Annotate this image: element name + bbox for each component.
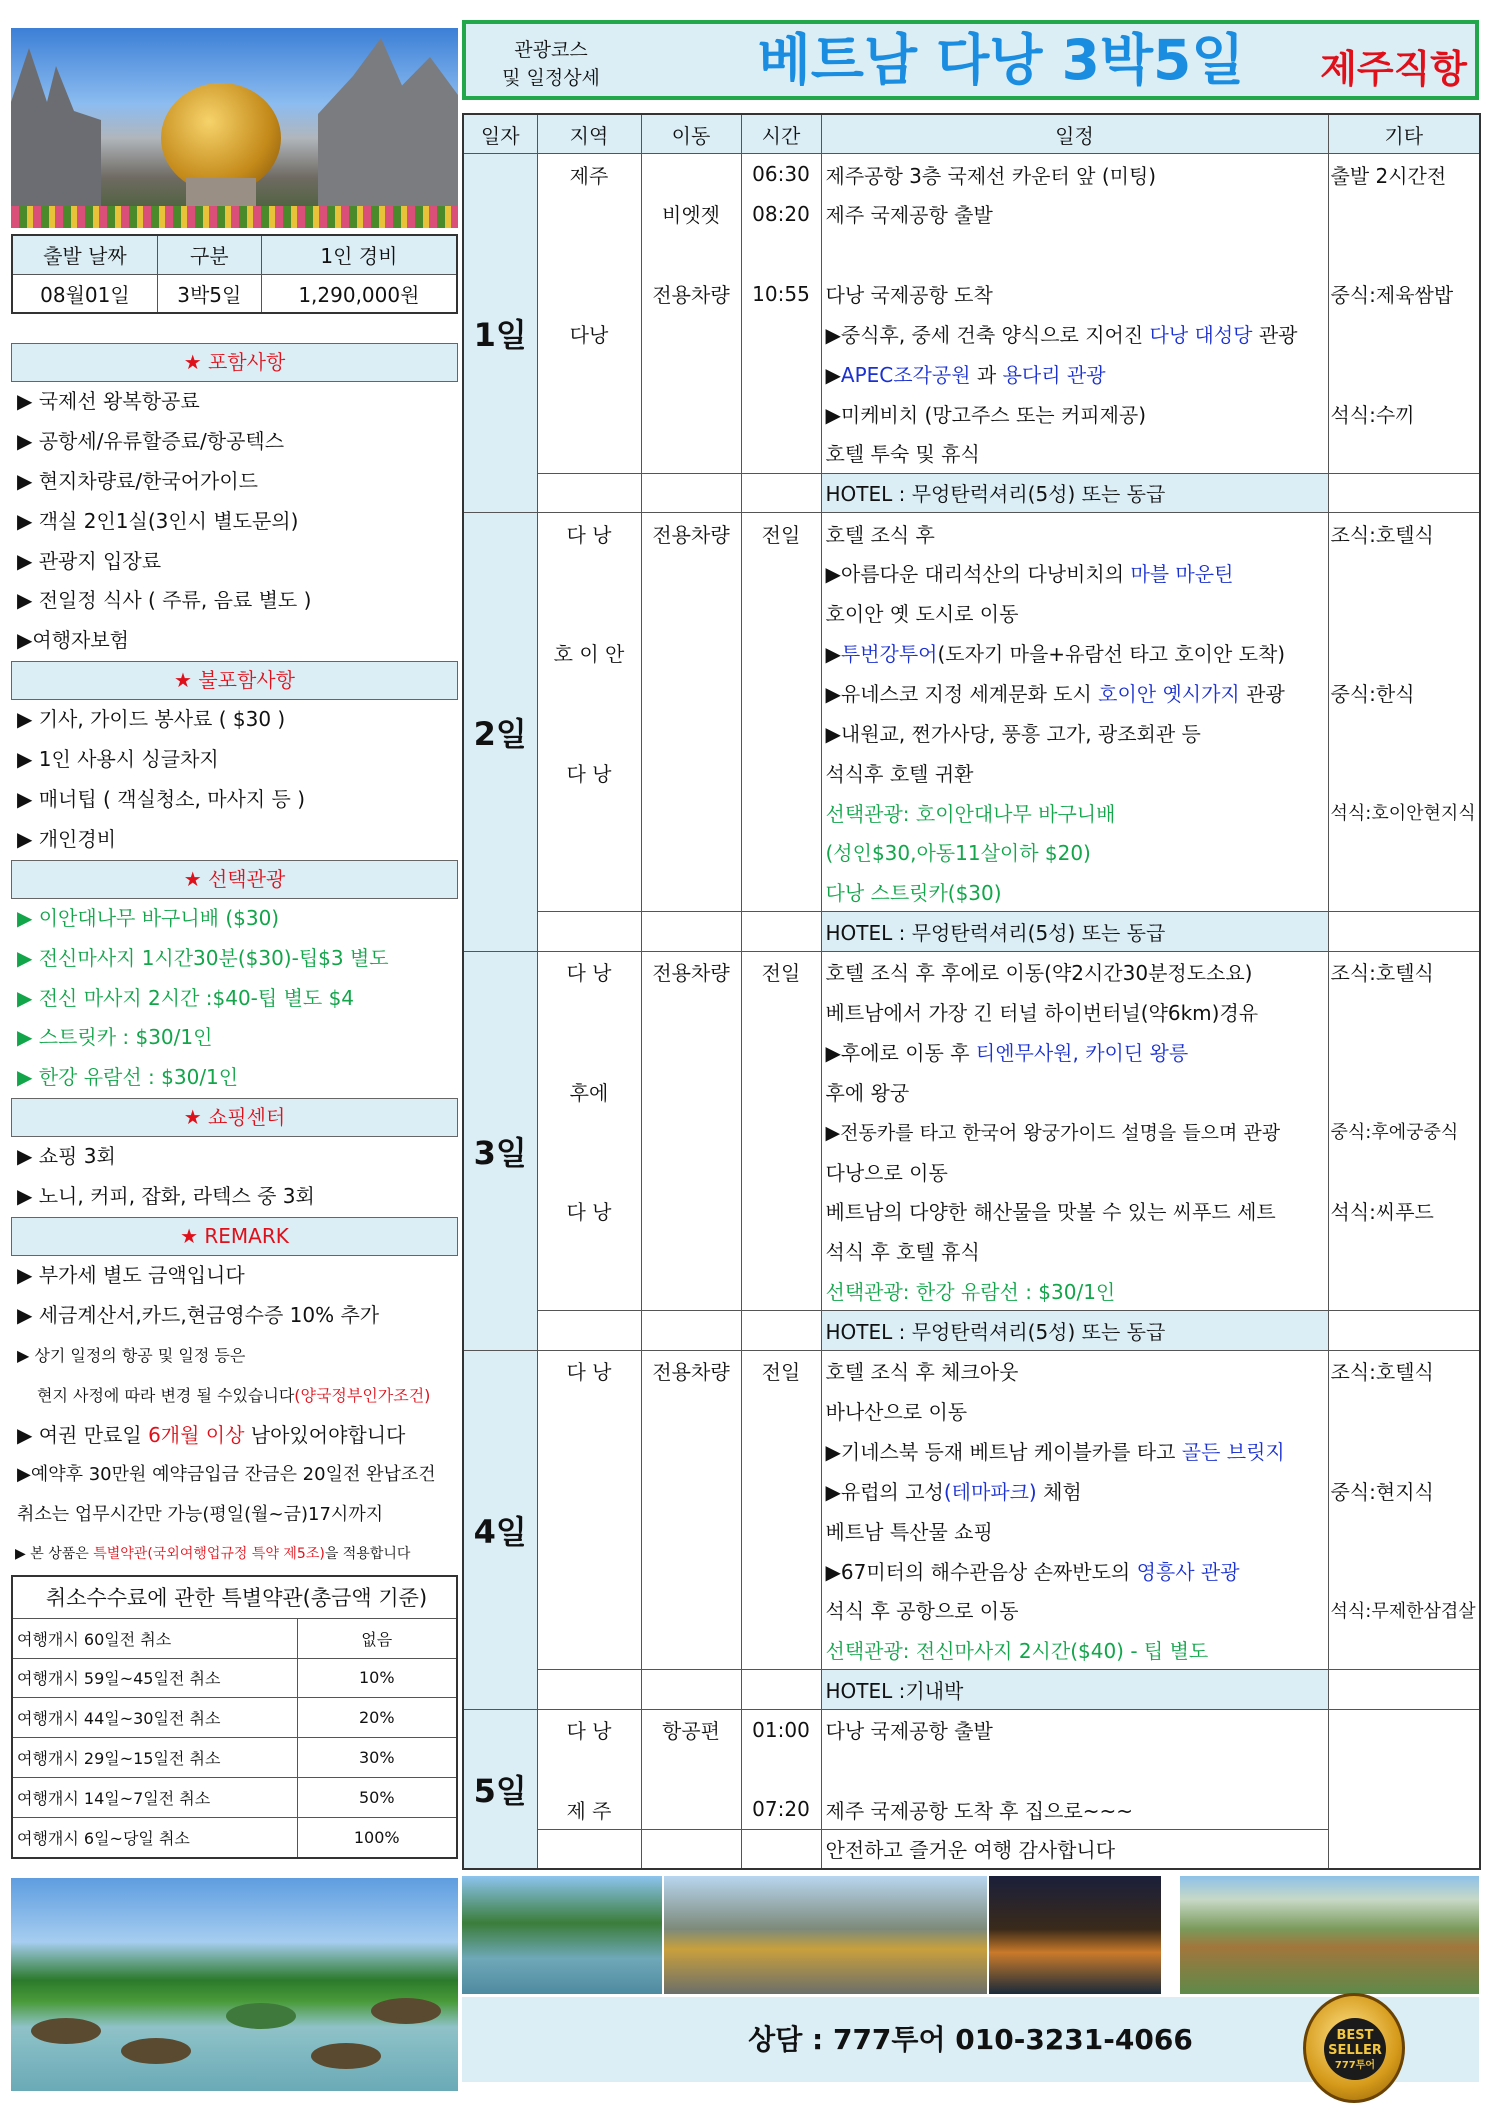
list-item: ▶여행자보험 <box>17 628 129 653</box>
list-item: ▶ 전일정 식사 ( 주류, 음료 별도 ) <box>17 588 312 613</box>
page-title: 베트남 다낭 3박5일 <box>757 28 1245 92</box>
remark-line: ▶예약후 30만원 예약금입금 잔금은 20일전 완납조건 <box>17 1464 436 1486</box>
cancellation-table-title: 취소수수료에 관한 특별약관(총금액 기준) <box>12 1576 457 1618</box>
remark-line: 취소는 업무시간만 가능(평일(월~금)17시까지 <box>17 1504 384 1526</box>
remark-line: ▶ 부가세 별도 금액입니다 <box>17 1263 245 1288</box>
list-item: ▶ 매너팁 ( 객실청소, 마사지 등 ) <box>17 787 306 812</box>
departure-date-header: 출발 날짜 <box>12 235 157 274</box>
table-row: 여행개시 14일~7일전 취소 50% <box>12 1778 457 1818</box>
list-item: ▶ 스트릿카 : $30/1인 <box>17 1025 213 1050</box>
day-label: 3일 <box>463 952 537 1351</box>
departure-date-value: 08월01일 <box>12 274 157 313</box>
price-header: 1인 경비 <box>261 235 457 274</box>
col-header-region: 지역 <box>537 114 641 154</box>
optional-section-title: ★ 선택관광 <box>11 860 458 899</box>
hotel-info: HOTEL : 무엉탄럭셔리(5성) 또는 동급 <box>821 1311 1328 1351</box>
remark-line: ▶ 여권 만료일 6개월 이상 남아있어야합니다 <box>17 1422 406 1447</box>
excluded-list <box>11 700 459 860</box>
remark-line: ▶ 상기 일정의 항공 및 일정 등은 <box>17 1345 246 1365</box>
type-value: 3박5일 <box>157 274 261 313</box>
day-label: 1일 <box>463 154 537 513</box>
col-header-time: 시간 <box>741 114 821 154</box>
remark-line: ▶ 세금계산서,카드,현금영수증 10% 추가 <box>17 1302 380 1327</box>
list-item: ▶ 노니, 커피, 잡화, 라텍스 중 3회 <box>17 1184 315 1209</box>
left-column <box>11 28 459 1859</box>
hero-photo-castle-globe <box>11 28 458 228</box>
title-banner <box>462 20 1479 100</box>
type-header: 구분 <box>157 235 261 274</box>
shopping-list <box>11 1137 459 1217</box>
basket-boat-photo <box>11 1878 458 2091</box>
remark-line: ▶ 본 상품은 특별약관(국외여행업규정 특약 제5조)을 적용합니다 <box>15 1546 411 1563</box>
day-label: 4일 <box>463 1351 537 1710</box>
list-item: ▶ 공항세/유류할증료/항공텍스 <box>17 428 285 453</box>
contact-info: 상담 : 777투어 010-3231-4066 <box>462 1997 1479 2082</box>
price-value: 1,290,000원 <box>261 274 457 313</box>
table-row: 여행개시 59일~45일전 취소 10% <box>12 1658 457 1698</box>
remark-line: 현지 사정에 따라 변경 될 수있습니다(양국정부인가조건) <box>37 1385 431 1405</box>
table-row: 여행개시 60일전 취소 없음 <box>12 1618 457 1658</box>
golden-globe-statue <box>161 83 281 193</box>
title-sub: 관광코스 및 일정상세 <box>502 39 600 89</box>
included-section-title: ★ 포함사항 <box>11 343 458 382</box>
shopping-section-title: ★ 쇼핑센터 <box>11 1098 458 1137</box>
remark-list <box>11 1256 459 1575</box>
hotel-info: HOTEL : 무엉탄럭셔리(5성) 또는 동급 <box>821 912 1328 952</box>
list-item: ▶ 객실 2인1실(3인시 별도문의) <box>17 508 299 533</box>
day-label: 5일 <box>463 1710 537 1870</box>
hotel-info: HOTEL : 무엉탄럭셔리(5성) 또는 동급 <box>821 473 1328 513</box>
list-item: ▶ 전신 마사지 2시간 :$40-팁 별도 $4 <box>17 985 355 1010</box>
cancellation-fee-table <box>11 1575 458 1858</box>
price-info-table <box>11 234 458 314</box>
list-item: ▶ 이안대나무 바구니배 ($30) <box>17 905 280 930</box>
col-header-move: 이동 <box>641 114 741 154</box>
list-item: ▶ 국제선 왕복항공료 <box>17 389 200 413</box>
list-item: ▶ 기사, 가이드 봉사료 ( $30 ) <box>17 707 286 732</box>
direct-flight-label: 제주직항 <box>1320 47 1467 91</box>
photo-golden-bridge <box>664 1876 987 1994</box>
list-item: ▶ 개인경비 <box>17 826 117 851</box>
table-row: 여행개시 6일~당일 취소 100% <box>12 1818 457 1858</box>
list-item: ▶ 현지차량료/한국어가이드 <box>17 468 258 493</box>
list-item: ▶ 쇼핑 3회 <box>17 1144 116 1169</box>
hotel-info: HOTEL :기내박 <box>821 1670 1328 1710</box>
photo-imperial-city <box>1180 1876 1479 1994</box>
photo-night-market <box>989 1876 1161 1994</box>
list-item: ▶ 1인 사용시 싱글차지 <box>17 747 219 772</box>
remark-section-title: ★ REMARK <box>11 1217 458 1256</box>
col-header-etc: 기타 <box>1328 114 1480 154</box>
day-label: 2일 <box>463 513 537 952</box>
list-item: ▶ 관광지 입장료 <box>17 548 162 573</box>
col-header-day: 일자 <box>463 114 537 154</box>
photo-river-boats <box>462 1876 662 1994</box>
list-item: ▶ 전신마사지 1시간30분($30)-팁$3 별도 <box>17 945 389 970</box>
table-row: 여행개시 29일~15일전 취소 30% <box>12 1738 457 1778</box>
list-item: ▶ 한강 유람선 : $30/1인 <box>17 1065 239 1090</box>
itinerary-table: 일자 지역 이동 시간 일정 기타 1일 제주 06:30 제주공항 3층 국제선 카운터 앞 (미팅) 출발 2시간전 비엣젯 08:20 제주 국제공항 출발 전용차량 10:55 다낭 국제공항 도착 중식:제육쌈밥 다낭 ▶중식후, 중세 건축 양식으로 지어진 다낭 대성당 관광 ▶APEC조각공원 과 용다리 관광 ▶미케비치 (망고주스 또는 커피제공) 석식:수끼 호텔 투숙 및 휴식 HOTEL : 무엉탄럭셔리(5성) 또는 동급 2일 다 낭 전용차량 전일 호텔 조식 후 조식:호텔식 ▶아름다운 대리석산의 다낭비치의 마블 마운틴 호이안 옛 도시로 이동 호 이 안 ▶투번강투어(도자기 마을+유람선 타고 호이안 도착) ▶유네스코 지정 세계문화 도시 호이안 옛시가지 관광 중식:한식 ▶내원교, 쩐가사당, 풍흥 고가, 광조회관 등 다 낭 석식후 호텔 귀환 선택관광: 호이안대나무 바구니배 석식:호이안현지식 (성인$30,아동11살이하 $20) 다낭 스트릿카($30) HOTEL : 무엉탄럭셔리(5성) 또는 동급 3일 다 낭 전용차량 전일 호텔 조식 후 후에로 이동(약2시간30분정도소요) 조식:호텔식 베트남에서 가장 긴 터널 하이번터널(약6km)경유 ▶후에로 이동 후 티엔무사원, 카이딘 왕릉 후에 후에 왕궁 ▶전동카를 타고 한국어 왕궁가이드 설명을 들으며 관광 중식:후에궁중식 다낭으로 이동 다 낭 베트남의 다양한 해산물을 맛볼 수 있는 씨푸드 세트 석식:씨푸드 석식 후 호텔 휴식 선택관광: 한강 유람선 : $30/1인 HOTEL : 무엉탄럭셔리(5성) 또는 동급 4일 다 낭 전용차량 전일 호텔 조식 후 체크아웃 조식:호텔식 바나산으로 이동 ▶기네스북 등재 베트남 케이블카를 타고 골든 브릿지 ▶유럽의 고성(테마파크) 체험 중식:현지식 베트남 특산물 쇼핑 ▶67미터의 해수관음상 손짜반도의 영흥사 관광 석식 후 공항으로 이동 석식:무제한삼겹살 선택관광: 전신마사지 2시간($40) - 팁 별도 HOTEL :기내박 5일 다 낭 항공편 01:00 다낭 국제공항 출발 제 주 07:20 제주 국제공항 도착 후 집으로~~~ 안전하고 즐거운 여행 감사합니다 <box>462 113 1481 1870</box>
included-list <box>11 382 459 661</box>
col-header-schedule: 일정 <box>821 114 1328 154</box>
photo-strip <box>462 1876 1479 1994</box>
best-seller-badge: BEST SELLER 777투어 <box>1303 1993 1405 2103</box>
excluded-section-title: ★ 불포함사항 <box>11 661 458 700</box>
table-row: 여행개시 44일~30일전 취소 20% <box>12 1698 457 1738</box>
optional-list <box>11 899 459 1098</box>
